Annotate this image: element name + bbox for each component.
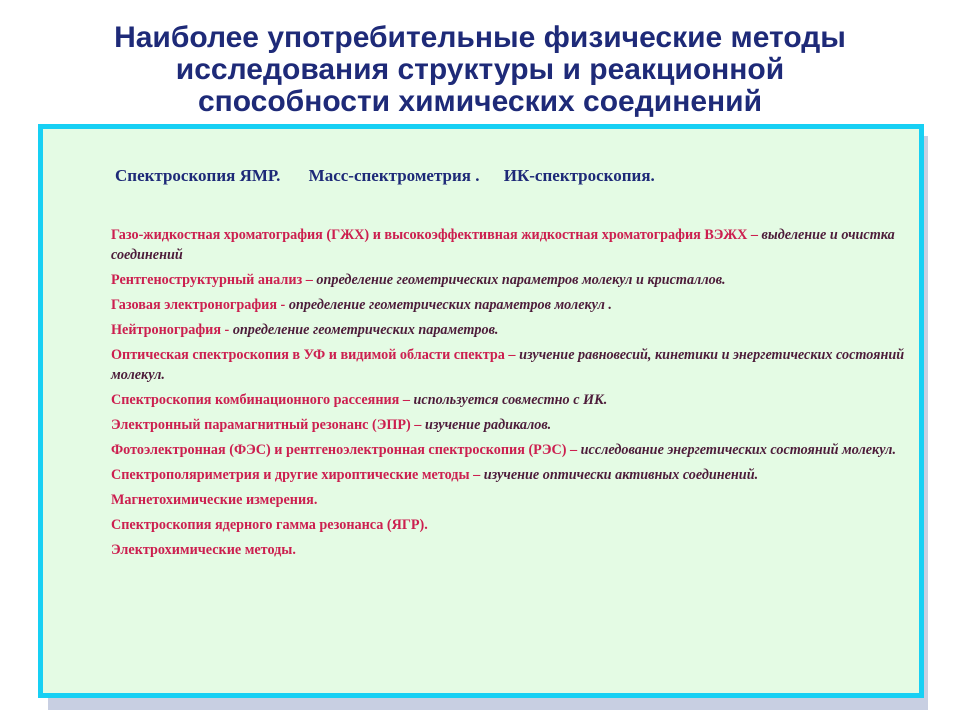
method-name: Электронный парамагнитный резонанс (ЭПР) –	[111, 417, 422, 433]
method-name: Газовая электронография -	[111, 297, 286, 313]
list-item	[111, 515, 911, 535]
method-mass-spec: Масс-спектрометрия .	[308, 166, 480, 185]
main-methods-row	[115, 166, 655, 186]
method-description: изучение оптически активных соединений.	[483, 467, 759, 483]
method-name: Фотоэлектронная (ФЭС) и рентгеноэлектронная спектроскопия (РЭС) –	[111, 442, 578, 458]
title-line-1: Наиболее употребительные физические методы	[114, 21, 846, 54]
method-name: Газо-жидкостная хроматография (ГЖХ) и высокоэффективная жидкостная хроматография ВЭЖХ –	[111, 227, 758, 243]
methods-list	[111, 225, 911, 565]
method-name: Нейтронография -	[111, 322, 230, 338]
list-item	[111, 415, 911, 435]
method-name: Рентгеноструктурный анализ –	[111, 272, 313, 288]
list-item	[111, 440, 911, 460]
list-item	[111, 390, 911, 410]
title-line-3: способности химических соединений	[197, 85, 763, 118]
method-name: Спектрополяриметрия и другие хироптические методы –	[111, 467, 481, 483]
page-title	[0, 22, 960, 118]
method-name: Электрохимические методы.	[111, 542, 296, 558]
method-description: исследование энергетических состояний молекул.	[580, 442, 896, 458]
method-description: используется совместно с ИК.	[413, 392, 608, 408]
method-nmr: Спектроскопия ЯМР.	[115, 166, 281, 185]
list-item	[111, 490, 911, 510]
methods-panel	[38, 124, 924, 698]
method-description: определение геометрических параметров молекул и кристаллов.	[316, 272, 726, 288]
method-name: Магнетохимические измерения.	[111, 492, 318, 508]
list-item	[111, 270, 911, 290]
list-item	[111, 320, 911, 340]
list-item	[111, 225, 911, 265]
method-name: Спектроскопия комбинационного рассеяния –	[111, 392, 410, 408]
method-description: определение геометрических параметров молекул .	[288, 297, 612, 313]
title-line-2: исследования структуры и реакционной	[175, 53, 785, 86]
method-description: изучение радикалов.	[424, 417, 552, 433]
method-ir: ИК-спектроскопия.	[503, 166, 655, 185]
method-name: Оптическая спектроскопия в УФ и видимой области спектра –	[111, 347, 516, 363]
method-description: изучение равновесий, кинетики и энергетических состояний молекул.	[111, 347, 905, 383]
list-item	[111, 295, 911, 315]
list-item	[111, 465, 911, 485]
method-description: выделение и очистка соединений	[111, 227, 895, 263]
method-name: Спектроскопия ядерного гамма резонанса (ЯГР).	[111, 517, 428, 533]
method-description: определение геометрических параметров.	[232, 322, 499, 338]
list-item	[111, 540, 911, 560]
list-item	[111, 345, 911, 385]
